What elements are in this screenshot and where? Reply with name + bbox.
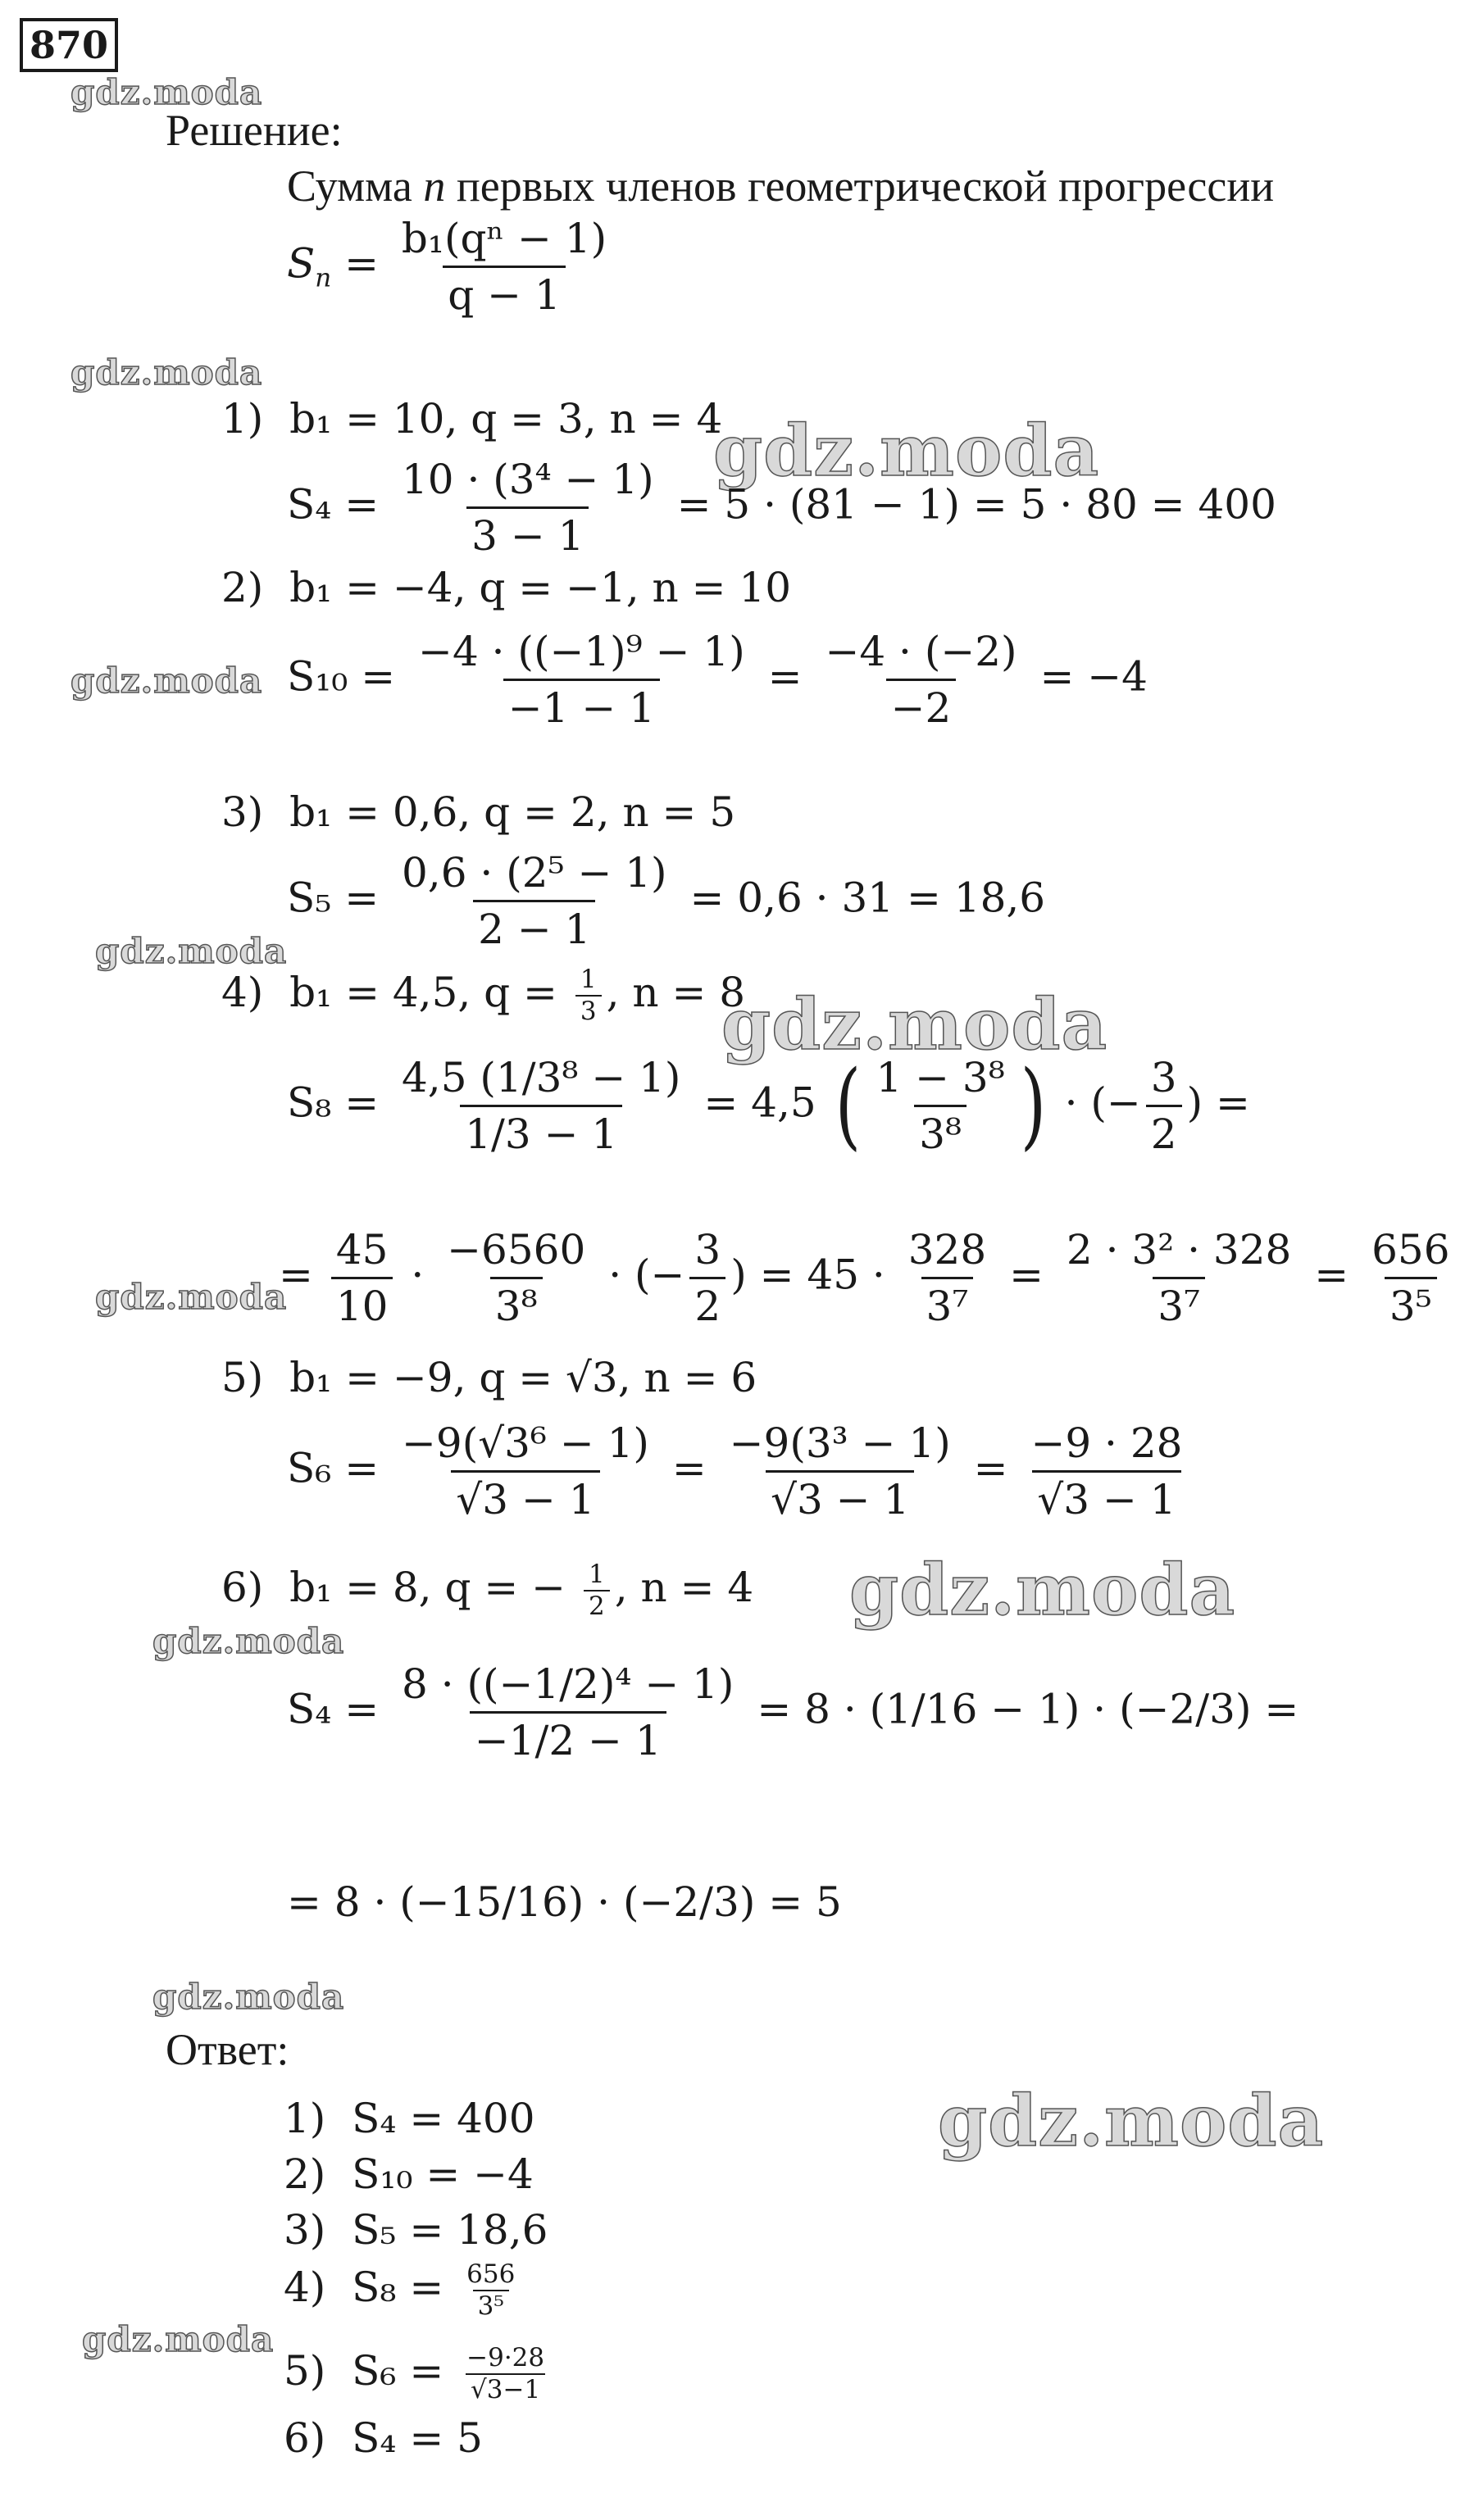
watermark: gdz.moda (95, 1277, 288, 1317)
watermark: gdz.moda (152, 1621, 345, 1661)
watermark: gdz.moda (70, 352, 263, 393)
watermark: gdz.moda (849, 1549, 1236, 1632)
item-3-given: 3) b₁ = 0,6, q = 2, n = 5 (221, 788, 736, 836)
answer-5: 5) S₆ = $\frac{-9\cdot 28}{√3-1}$ (284, 2343, 545, 2404)
watermark: gdz.moda (152, 1977, 345, 2017)
watermark: gdz.moda (938, 2080, 1325, 2163)
item-1-given: 1) b₁ = 10, q = 3, n = 4 (221, 395, 723, 443)
answer-heading: Ответ: (166, 2025, 289, 2074)
watermark: gdz.moda (70, 661, 263, 701)
solution-heading: Решение: (166, 106, 343, 155)
sum-formula: $S_n$ = $\frac{\text{b₁(qⁿ − 1)}}{q - 1}$ (287, 215, 607, 319)
problem-number: 870 (20, 18, 118, 72)
item-5-given: 5) b₁ = −9, q = √3, n = 6 (221, 1354, 757, 1401)
item-3-calc: S₅ = $\frac{\text{0,6 · (2⁵ − 1)}}{2 - 1}$ = 0,6 · 31 = 18,6 (287, 849, 1046, 953)
watermark: gdz.moda (82, 2319, 275, 2359)
item-5-calc: S₆ = $\frac{\text{−9(√3⁶ − 1)}}{√3 - 1}$ = $\frac{\text{−9(3³ − 1)}}{√3 - 1}$ = $\frac{-9 \cdot 28}{√3 - 1}$ (287, 1419, 1183, 1523)
item-6-calc-line2: = 8 · (−15/16) · (−2/3) = 5 (287, 1878, 842, 1926)
answer-6: 6) S₄ = 5 (284, 2414, 483, 2462)
item-4-given: 4) b₁ = 4,5, q = $\frac{1}{3}$ , n = 8 (221, 965, 746, 1026)
watermark: gdz.moda (95, 931, 288, 971)
item-6-given: 6) b₁ = 8, q = − $\frac{1}{2}$ , n = 4 (221, 1560, 754, 1621)
item-6-calc: S₄ = $\frac{\text{8 · ((−1/2)⁴ − 1)}}{-1/2 - 1}$ = 8 · (1/16 − 1) · (−2/3) = (287, 1660, 1299, 1764)
watermark: gdz.moda (721, 983, 1108, 1066)
answer-3: 3) S₅ = 18,6 (284, 2206, 548, 2254)
watermark: gdz.moda (70, 72, 263, 112)
answer-4: 4) S₈ = $\frac{656}{\text{3⁵}}$ (284, 2259, 516, 2321)
item-2-given: 2) b₁ = −4, q = −1, n = 10 (221, 564, 792, 611)
answer-1: 1) S₄ = 400 (284, 2095, 535, 2142)
item-2-calc: S₁₀ = $\frac{\text{−4 · ((−1)⁹ − 1)}}{-1 - 1}$ = $\frac{-4 \cdot (-2)}{-2}$ = −4 (287, 628, 1148, 732)
item-4-calc-line2: = $\frac{45}{10}$ · $\frac{-6560}{\text{3⁸}}$ · (− $\frac{3}{2}$ ) = 45 · $\frac{328}{\text{3⁷}}$ = $\frac{\text{2 · 3² · 328}}{\text{3⁷}}$ = $\frac{656}{\text{3⁵}}$ (279, 1226, 1450, 1330)
watermark: gdz.moda (713, 410, 1100, 493)
item-1-calc: S₄ = $\frac{\text{10 · (3⁴ − 1)}}{3 - 1}$ = 5 · (81 − 1) = 5 · 80 = 400 (287, 456, 1276, 560)
item-4-calc: S₈ = $\frac{\text{4,5 (1/3⁸ − 1)}}{1/3 - 1}$ = 4,5 ( $\frac{\text{1 − 3⁸}}{\text{3⁸}}$ ) · (− $\frac{3}{2}$ ) = (287, 1051, 1250, 1160)
answer-2: 2) S₁₀ = −4 (284, 2150, 534, 2198)
intro-text: Сумма n первых членов геометрической прогрессии (287, 161, 1275, 211)
